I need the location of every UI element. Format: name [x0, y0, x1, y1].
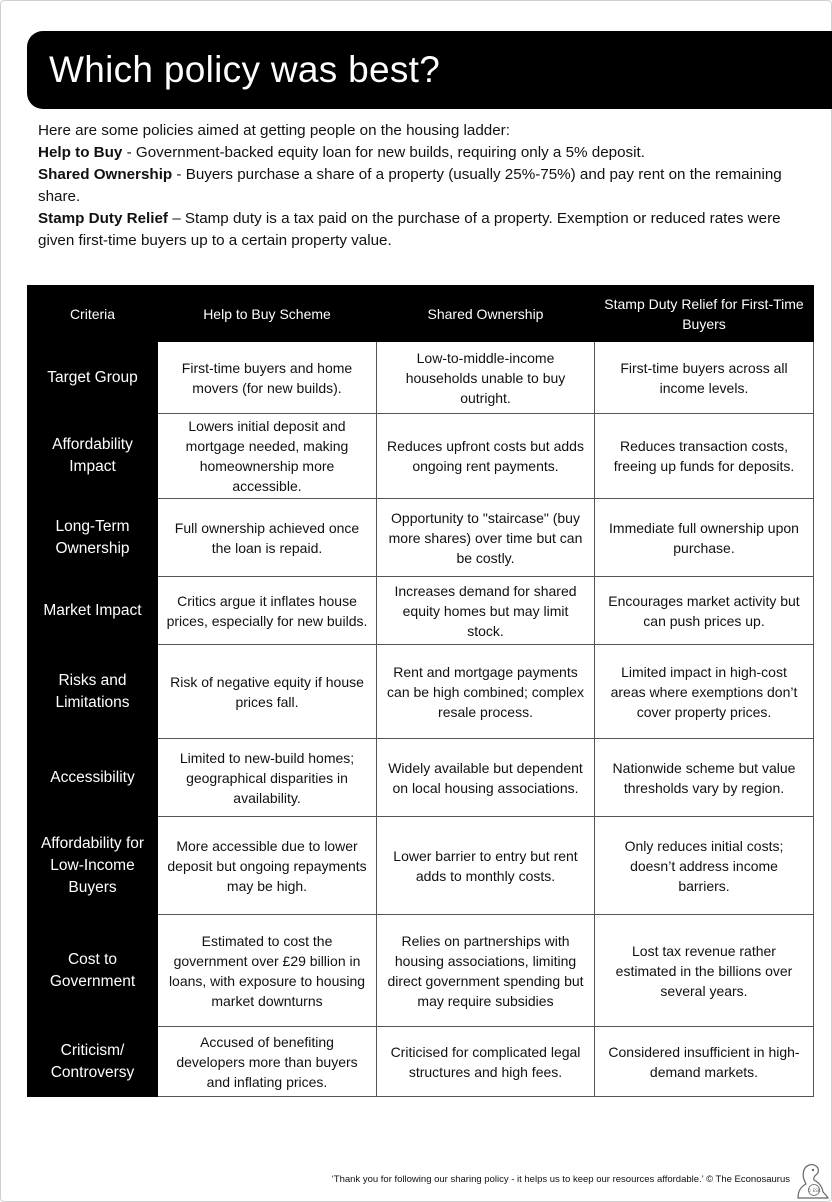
table-cell: Increases demand for shared equity homes but may limit stock.: [377, 577, 595, 645]
table-cell: First-time buyers across all income levels.: [595, 342, 814, 414]
table-row: [28, 739, 814, 817]
policy-stamp-duty-relief: [38, 208, 813, 252]
page-title: Which policy was best?: [49, 49, 441, 90]
intro-section: [38, 120, 813, 252]
title-banner: [27, 31, 832, 109]
table-cell: Lowers initial deposit and mortgage needed, making homeownership more accessible.: [158, 414, 377, 499]
policy-shared-ownership: [38, 164, 813, 208]
table-cell: Risk of negative equity if house prices fall.: [158, 645, 377, 739]
table-cell: Lower barrier to entry but rent adds to monthly costs.: [377, 817, 595, 915]
table-cell: Immediate full ownership upon purchase.: [595, 499, 814, 577]
table-cell: Reduces upfront costs but adds ongoing rent payments.: [377, 414, 595, 499]
table-cell: Opportunity to "staircase" (buy more shares) over time but can be costly.: [377, 499, 595, 577]
footer-text: ‘Thank you for following our sharing policy - it helps us to keep our resources affordable.’ © The Econosaurus: [331, 1174, 790, 1185]
table-cell: Widely available but dependent on local housing associations.: [377, 739, 595, 817]
row-criterion: Market Impact: [28, 577, 158, 645]
table-cell: Considered insufficient in high-demand markets.: [595, 1027, 814, 1097]
row-criterion: Accessibility: [28, 739, 158, 817]
table-row: [28, 1027, 814, 1097]
policy-name: Stamp Duty Relief: [38, 210, 168, 227]
intro-lead: Here are some policies aimed at getting people on the housing ladder:: [38, 122, 510, 139]
row-criterion: Long-Term Ownership: [28, 499, 158, 577]
table-row: [28, 915, 814, 1027]
table-cell: Accused of benefiting developers more than buyers and inflating prices.: [158, 1027, 377, 1097]
table-cell: More accessible due to lower deposit but ongoing repayments may be high.: [158, 817, 377, 915]
table-cell: Estimated to cost the government over £29 billion in loans, with exposure to housing market downturns: [158, 915, 377, 1027]
table-row: [28, 817, 814, 915]
row-criterion: Affordability Impact: [28, 414, 158, 499]
dinosaur-logo-icon: [792, 1160, 830, 1200]
policy-comparison-table: [27, 285, 814, 1097]
policy-description: - Government-backed equity loan for new builds, requiring only a 5% deposit.: [122, 144, 645, 161]
row-criterion: Risks and Limitations: [28, 645, 158, 739]
table-cell: First-time buyers and home movers (for new builds).: [158, 342, 377, 414]
policy-help-to-buy: [38, 142, 813, 164]
table-row: [28, 499, 814, 577]
table-row: [28, 414, 814, 499]
table-header-row: [28, 286, 814, 342]
table-row: [28, 577, 814, 645]
column-header: Criteria: [28, 286, 158, 342]
table-row: [28, 342, 814, 414]
column-header: Stamp Duty Relief for First-Time Buyers: [595, 286, 814, 342]
table-cell: Low-to-middle-income households unable to buy outright.: [377, 342, 595, 414]
table-cell: Reduces transaction costs, freeing up funds for deposits.: [595, 414, 814, 499]
table-body: [28, 342, 814, 1097]
table-cell: Full ownership achieved once the loan is repaid.: [158, 499, 377, 577]
column-header: Help to Buy Scheme: [158, 286, 377, 342]
row-criterion: Criticism/ Controversy: [28, 1027, 158, 1097]
table-cell: Limited to new-build homes; geographical disparities in availability.: [158, 739, 377, 817]
table-cell: Critics argue it inflates house prices, especially for new builds.: [158, 577, 377, 645]
table-cell: Criticised for complicated legal structures and high fees.: [377, 1027, 595, 1097]
row-criterion: Target Group: [28, 342, 158, 414]
policy-name: Shared Ownership: [38, 166, 173, 183]
policy-description: – Stamp duty is a tax paid on the purchase of a property. Exemption or reduced rates were given first-time buyers up to a certain property value.: [38, 210, 781, 249]
table-cell: Lost tax revenue rather estimated in the billions over several years.: [595, 915, 814, 1027]
table-cell: Relies on partnerships with housing associations, limiting direct government spending but may require subsidies: [377, 915, 595, 1027]
table-cell: Limited impact in high-cost areas where exemptions don’t cover property prices.: [595, 645, 814, 739]
logo-text: © ESR: [807, 1188, 821, 1193]
row-criterion: Affordability for Low-Income Buyers: [28, 817, 158, 915]
row-criterion: Cost to Government: [28, 915, 158, 1027]
table-cell: Encourages market activity but can push prices up.: [595, 577, 814, 645]
table-cell: Only reduces initial costs; doesn’t address income barriers.: [595, 817, 814, 915]
table-cell: Nationwide scheme but value thresholds vary by region.: [595, 739, 814, 817]
table-row: [28, 645, 814, 739]
policy-name: Help to Buy: [38, 144, 123, 161]
policy-description: - Buyers purchase a share of a property (usually 25%-75%) and pay rent on the remaining share.: [38, 166, 782, 205]
column-header: Shared Ownership: [377, 286, 595, 342]
table-cell: Rent and mortgage payments can be high combined; complex resale process.: [377, 645, 595, 739]
